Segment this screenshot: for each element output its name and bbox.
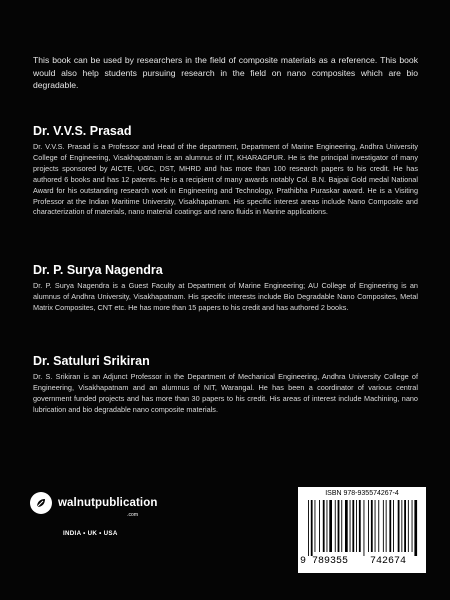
barcode-bar bbox=[315, 500, 316, 552]
barcode-bar bbox=[323, 500, 325, 552]
barcode-bar bbox=[335, 500, 336, 552]
barcode-bars bbox=[304, 500, 420, 556]
barcode-bar bbox=[350, 500, 351, 552]
barcode-digit-first: 9 bbox=[300, 556, 307, 567]
author-bio: Dr. V.V.S. Prasad is a Professor and Head of the department, Department of Marine Engineering, Andhra University College of Engineering, Visakhapatnam is an alumnus of IIT, KHARAGPUR. He is the principal investigator of many projects sponsored by AICTE, UGC, DST, MHRD and has more than 100 research papers to his credit. He has authored 6 books and has 12 patents. He is a recipient of many awards notably Col. B.N. Bajpai Gold medal National Award for his outstanding research work in Engineering and Technology, Prathibha Puraskar award. He is a Visiting Professor at the Indian Maritime University, Visakhapatnam. His specific interest areas include Nano Composite and characterization of materials, nano material coatings and nano fluids in Marine applications. bbox=[33, 142, 418, 217]
barcode-bar bbox=[338, 500, 340, 552]
barcode-bar bbox=[378, 500, 379, 552]
isbn-text: ISBN 978-935574267-4 bbox=[325, 490, 399, 497]
author-name: Dr. P. Surya Nagendra bbox=[33, 263, 163, 277]
author-bio: Dr. S. Srikiran is an Adjunct Professor in the Department of Mechanical Engineering, Andhra University College of Engineering, Visakhapatnam and an alumnus of NIT, Warangal. He has been a coordinator of various central government funded projects and has more than 30 papers to his credit. His areas of interest include Machining, nano lubrication and bio degradable nano composite materials. bbox=[33, 372, 418, 414]
barcode-bar bbox=[393, 500, 394, 552]
barcode-bar bbox=[329, 500, 332, 552]
barcode-bar bbox=[389, 500, 391, 552]
barcode-bar bbox=[412, 500, 413, 552]
barcode-bar bbox=[401, 500, 402, 552]
barcode-bar bbox=[319, 500, 320, 552]
barcode-bar bbox=[414, 500, 417, 556]
barcode-bar bbox=[308, 500, 309, 556]
barcode-bar bbox=[359, 500, 361, 552]
barcode-bar bbox=[371, 500, 373, 552]
author-name: Dr. V.V.S. Prasad bbox=[33, 124, 132, 138]
author-bio: Dr. P. Surya Nagendra is a Guest Faculty at Department of Marine Engineering; AU College of Engineering is an alumnus of Andhra University, Visakhapatnam. His specific interests include Bio Degradable Nano Composites, Metal Matrix Composites, CNT etc. He has more than 15 papers to his credit and has authored 2 books. bbox=[33, 281, 418, 312]
author-name: Dr. Satuluri Srikiran bbox=[33, 354, 150, 368]
publisher-regions: INDIA • UK • USA bbox=[63, 530, 118, 537]
publisher-domain: .com bbox=[127, 512, 138, 518]
barcode-digits-left: 789355 bbox=[312, 556, 349, 567]
barcode-bar bbox=[311, 500, 313, 556]
barcode-bar bbox=[341, 500, 342, 552]
barcode-bar bbox=[386, 500, 387, 552]
barcode-bar bbox=[327, 500, 328, 552]
barcode-bar bbox=[408, 500, 409, 552]
barcode-bar bbox=[345, 500, 348, 552]
author-section-srikiran bbox=[33, 354, 418, 416]
publisher-name: walnutpublication bbox=[58, 497, 158, 509]
barcode-bar bbox=[364, 500, 365, 556]
barcode-bar bbox=[375, 500, 376, 552]
barcode-digits-right: 742674 bbox=[370, 556, 407, 567]
barcode-bar bbox=[404, 500, 406, 552]
barcode-bar bbox=[398, 500, 400, 552]
author-section-nagendra bbox=[33, 263, 418, 314]
isbn-barcode bbox=[298, 487, 426, 573]
barcode-bar bbox=[356, 500, 357, 552]
walnut-leaf-icon bbox=[30, 492, 52, 514]
barcode-bar bbox=[352, 500, 354, 552]
author-section-prasad bbox=[33, 124, 418, 218]
intro-paragraph: This book can be used by researchers in the field of composite materials as a reference. This book would also help students pursuing research in the field on nano composites which are bio degradable. bbox=[33, 55, 418, 91]
barcode-bar bbox=[368, 500, 369, 552]
barcode-bar bbox=[383, 500, 384, 552]
publisher-logo bbox=[30, 492, 190, 547]
